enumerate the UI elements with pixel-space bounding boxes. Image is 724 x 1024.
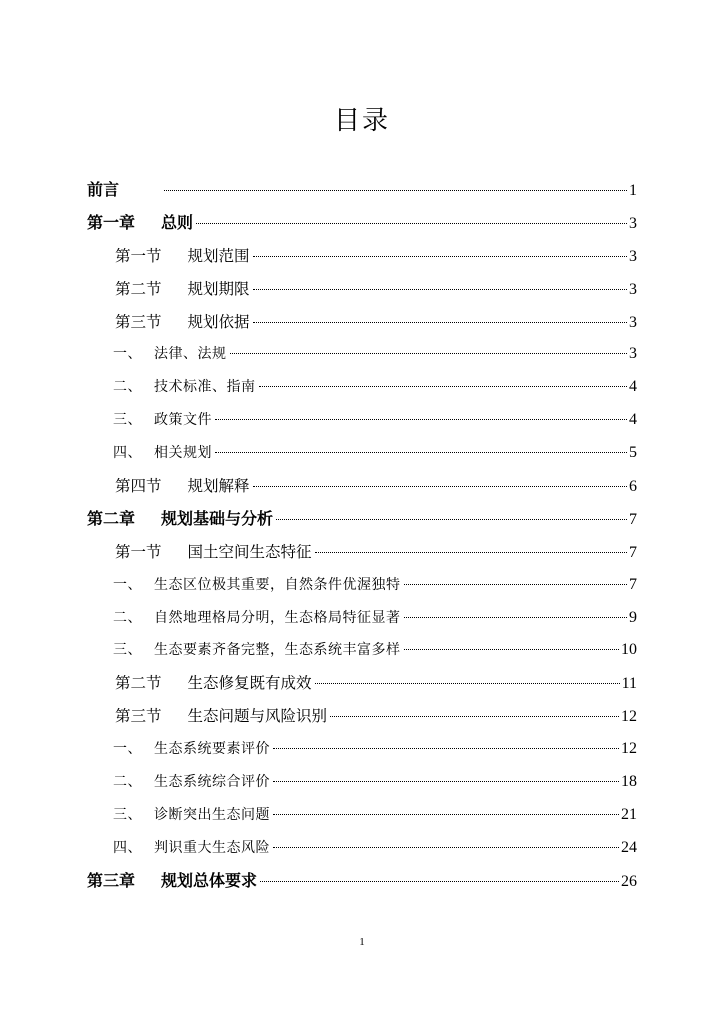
toc-entry-number: 二、 [113,774,142,791]
toc-entry-title: 生态修复既有成效 [187,674,312,693]
dot-leader [273,847,619,848]
toc-entry-number: 四、 [113,839,142,856]
toc-entry-label [115,306,250,339]
toc-entry-label [113,338,227,371]
toc-entry-label [113,733,270,766]
toc-entry-title: 生态区位极其重要，自然条件优渥独特 [154,576,401,593]
dot-leader [196,223,627,224]
toc-entry[interactable] [87,404,637,437]
toc-entry-number: 三、 [113,806,142,823]
toc-entry-title: 规划范围 [187,246,250,265]
dot-leader [253,256,627,257]
page-title: 目录 [333,106,390,136]
toc-page-number: 3 [629,214,637,232]
toc-entry[interactable] [87,437,637,470]
toc-entry-title: 判识重大生态风险 [154,839,270,856]
dot-leader [330,716,619,717]
toc-entry-title: 规划解释 [187,477,250,496]
toc-entry-label [113,404,212,437]
toc-entry-label [115,273,250,306]
page-number: 1 [359,936,365,948]
toc-page-number: 5 [629,444,637,462]
toc-entry[interactable] [87,240,637,273]
toc-entry[interactable] [87,733,637,766]
toc-entry-number: 第三章 [87,870,136,890]
toc-page-number: 3 [629,345,637,363]
toc-entry-title: 规划依据 [187,312,250,331]
toc-entry-label [87,207,193,240]
toc-entry-label [115,470,250,503]
toc-entry-number: 第四节 [115,477,162,496]
toc-entry[interactable] [87,569,637,602]
dot-leader [276,519,627,520]
toc-entry[interactable] [87,503,637,536]
toc-page-number: 12 [621,708,637,726]
toc-entry[interactable] [87,207,637,240]
toc-page-number: 9 [629,608,637,626]
toc-entry-title: 生态系统要素评价 [154,741,270,758]
toc-entry-label [113,799,270,832]
toc-entry-title: 总则 [161,212,194,232]
toc-entry-title: 生态问题与风险识别 [187,707,328,726]
dot-leader [164,190,627,191]
toc-entry-label [113,634,401,667]
toc-page-number: 3 [629,313,637,331]
toc-entry-title: 生态系统综合评价 [154,774,270,791]
toc-page-number: 7 [629,510,637,528]
toc-entry-label [87,503,273,536]
toc-entry-number: 三、 [113,642,142,659]
toc-page-number: 12 [621,740,637,758]
toc-page-number: 3 [629,247,637,265]
toc-entry-number: 第三节 [115,312,162,331]
toc-entry-label [113,602,401,635]
dot-leader [273,748,619,749]
toc-entry-label [113,437,212,470]
toc-page-number: 10 [621,641,637,659]
toc-entry[interactable] [87,174,637,207]
toc-page-number: 7 [629,543,637,561]
toc-entry[interactable] [87,306,637,339]
toc-entry[interactable] [87,667,637,700]
dot-leader [404,617,628,618]
toc-entry-number: 前言 [87,180,120,199]
toc-entry[interactable] [87,832,637,865]
toc-entry-title: 规划期限 [187,279,250,298]
toc-entry[interactable] [87,602,637,635]
toc-entry[interactable] [87,273,637,306]
toc-entry-label [87,174,161,207]
toc-page-number: 4 [629,378,637,396]
dot-leader [260,881,619,882]
toc-entry[interactable] [87,634,637,667]
toc-entry-label [113,766,270,799]
dot-leader [315,552,627,553]
toc-page-number: 3 [629,280,637,298]
toc-entry[interactable] [87,700,637,733]
toc-entry-label [113,371,256,404]
toc-entry-title: 规划基础与分析 [161,508,274,528]
toc-page-number: 21 [621,805,637,823]
dot-leader [215,452,627,453]
toc-entry-number: 一、 [113,576,142,593]
toc-entry-label [115,700,327,733]
toc-entry-number: 第一节 [115,246,162,265]
toc-entry[interactable] [87,865,637,898]
toc-entry[interactable] [87,766,637,799]
dot-leader [273,814,619,815]
dot-leader [259,386,628,387]
toc-entry-label [115,240,250,273]
toc-entry-label [87,865,257,898]
toc-entry-number: 第二节 [115,279,162,298]
toc-entry-number: 第一节 [115,542,162,561]
toc-entry-label [115,667,312,700]
toc-page-number: 18 [621,773,637,791]
toc-entry-number: 第一章 [87,212,136,232]
dot-leader [230,353,628,354]
table-of-contents [87,174,637,898]
toc-entry[interactable] [87,371,637,404]
dot-leader [404,649,620,650]
toc-entry-title: 技术标准、指南 [154,379,256,396]
toc-entry-number: 第三节 [115,707,162,726]
dot-leader [215,419,627,420]
toc-entry[interactable] [87,470,637,503]
dot-leader [315,683,620,684]
toc-entry-number: 第二节 [115,674,162,693]
dot-leader [404,584,628,585]
toc-entry-number: 一、 [113,741,142,758]
toc-entry-title: 相关规划 [154,445,212,462]
toc-entry[interactable] [87,799,637,832]
toc-page-number: 7 [629,575,637,593]
toc-entry[interactable] [87,536,637,569]
toc-page-number: 4 [629,411,637,429]
toc-entry-title: 诊断突出生态问题 [154,806,270,823]
toc-entry-number: 二、 [113,609,142,626]
toc-entry-title: 生态要素齐备完整，生态系统丰富多样 [154,642,401,659]
toc-page-number: 6 [629,478,637,496]
toc-entry-label [113,832,270,865]
toc-entry-label [115,536,312,569]
toc-entry-label [113,569,401,602]
dot-leader [253,289,627,290]
toc-entry[interactable] [87,338,637,371]
toc-page-number: 1 [629,182,637,199]
toc-page-number: 26 [621,872,637,890]
toc-entry-number: 第二章 [87,508,136,528]
toc-entry-title: 法律、法规 [154,346,227,363]
toc-entry-title: 国土空间生态特征 [187,542,312,561]
toc-entry-number: 四、 [113,445,142,462]
toc-entry-number: 三、 [113,412,142,429]
dot-leader [253,322,627,323]
toc-entry-title: 自然地理格局分明，生态格局特征显著 [154,609,401,626]
toc-page-number: 11 [621,675,637,693]
dot-leader [273,781,619,782]
toc-entry-title: 规划总体要求 [161,870,258,890]
toc-page-number: 24 [621,838,637,856]
toc-entry-number: 一、 [113,346,142,363]
toc-entry-title: 政策文件 [154,412,212,429]
toc-entry-number: 二、 [113,379,142,396]
dot-leader [253,486,627,487]
